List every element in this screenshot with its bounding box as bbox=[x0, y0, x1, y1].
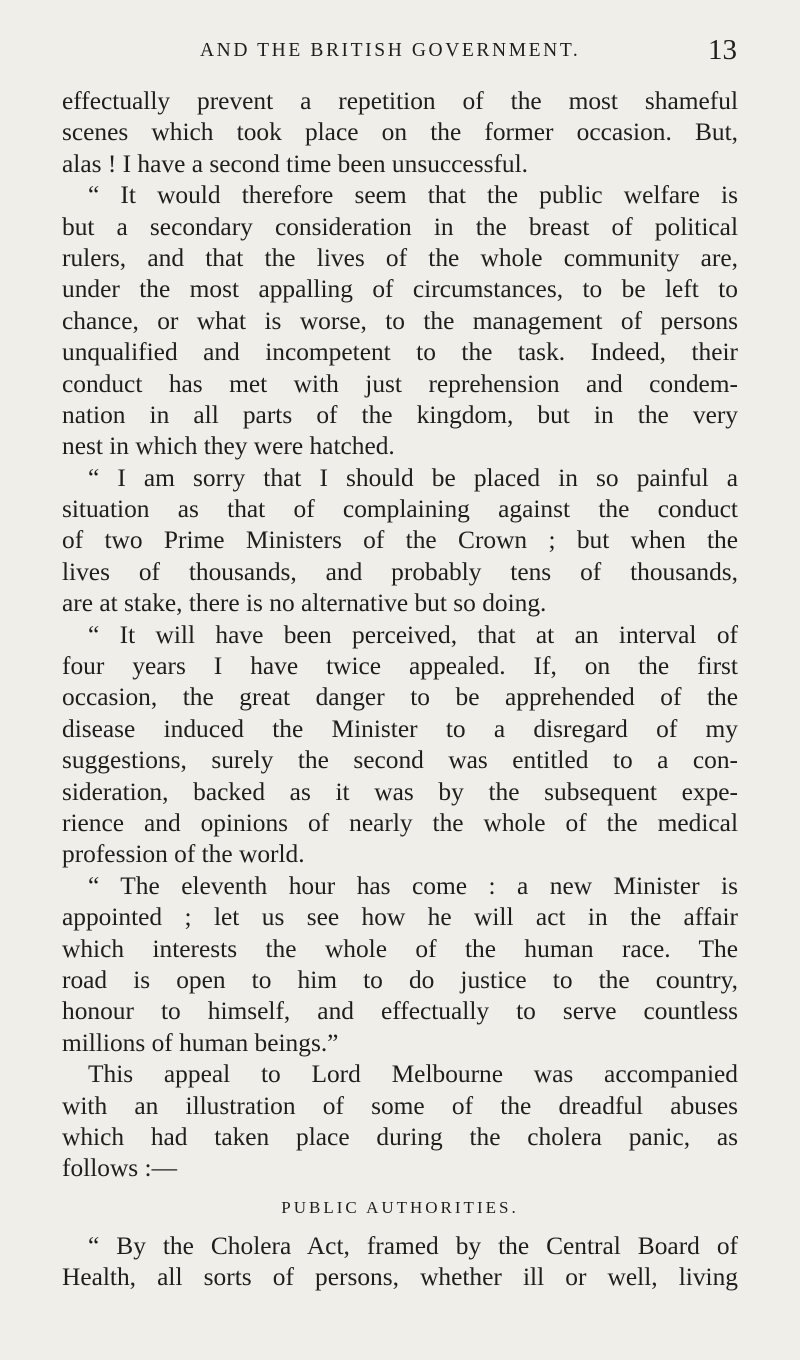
text-line: are at stake, there is no alternative but so doing. bbox=[62, 589, 547, 618]
text-line: four years I have twice appealed. If, on the first bbox=[62, 652, 738, 681]
text-line: nation in all parts of the kingdom, but in the very bbox=[62, 400, 738, 429]
text-line: “ It will have been perceived, that at an interval of bbox=[88, 620, 738, 649]
text-line: occasion, the great danger to be apprehended of the bbox=[62, 683, 738, 712]
text-line: “ By the Cholera Act, framed by the Central Board of bbox=[88, 1231, 738, 1260]
text-line: alas ! I have a second time been unsuccessful. bbox=[62, 149, 529, 178]
text-line: which had taken place during the cholera panic, as bbox=[62, 1122, 738, 1151]
text-line: rulers, and that the lives of the whole community are, bbox=[62, 243, 738, 272]
text-line: rience and opinions of nearly the whole of the medical bbox=[62, 808, 738, 837]
body-text bbox=[62, 86, 738, 1293]
text-line: effectually prevent a repetition of the most shameful bbox=[62, 87, 738, 115]
section-subheading: PUBLIC AUTHORITIES. bbox=[281, 1197, 519, 1217]
text-line: with an illustration of some of the dreadful abuses bbox=[62, 1091, 738, 1120]
text-line: profession of the world. bbox=[62, 840, 305, 869]
text-line: conduct has met with just reprehension and condem- bbox=[62, 369, 738, 398]
text-line: sideration, backed as it was by the subsequent expe- bbox=[62, 777, 738, 806]
text-line: scenes which took place on the former occasion. But, bbox=[62, 118, 738, 147]
text-line: honour to himself, and effectually to serve countless bbox=[62, 997, 738, 1026]
text-line: “ It would therefore seem that the public welfare is bbox=[88, 181, 738, 210]
text-line: follows :— bbox=[62, 1154, 177, 1183]
text-line: “ I am sorry that I should be placed in so painful a bbox=[88, 463, 738, 492]
running-head: AND THE BRITISH GOVERNMENT. bbox=[200, 40, 581, 61]
text-line: which interests the whole of the human race. The bbox=[62, 934, 738, 963]
text-line: millions of human beings.” bbox=[62, 1028, 339, 1057]
text-line: chance, or what is worse, to the management of persons bbox=[62, 306, 738, 335]
text-line: situation as that of complaining against the conduct bbox=[62, 495, 738, 524]
text-line: unqualified and incompetent to the task. Indeed, their bbox=[62, 338, 738, 367]
text-line: nest in which they were hatched. bbox=[62, 432, 395, 461]
text-line: “ The eleventh hour has come : a new Minister is bbox=[88, 871, 738, 900]
text-line: suggestions, surely the second was entitled to a con- bbox=[62, 746, 738, 775]
text-line: of two Prime Ministers of the Crown ; but when the bbox=[62, 526, 738, 555]
text-line: road is open to him to do justice to the country, bbox=[62, 965, 738, 994]
text-line: This appeal to Lord Melbourne was accompanied bbox=[88, 1060, 738, 1089]
text-line: under the most appalling of circumstances, to be left to bbox=[62, 275, 738, 304]
text-line: but a secondary consideration in the breast of political bbox=[62, 212, 738, 241]
text-line: lives of thousands, and probably tens of thousands, bbox=[62, 557, 738, 586]
text-line: appointed ; let us see how he will act in the affair bbox=[62, 903, 738, 932]
page-number: 13 bbox=[708, 34, 737, 66]
text-line: Health, all sorts of persons, whether ill or well, living bbox=[62, 1263, 738, 1292]
text-line: disease induced the Minister to a disregard of my bbox=[62, 714, 738, 743]
